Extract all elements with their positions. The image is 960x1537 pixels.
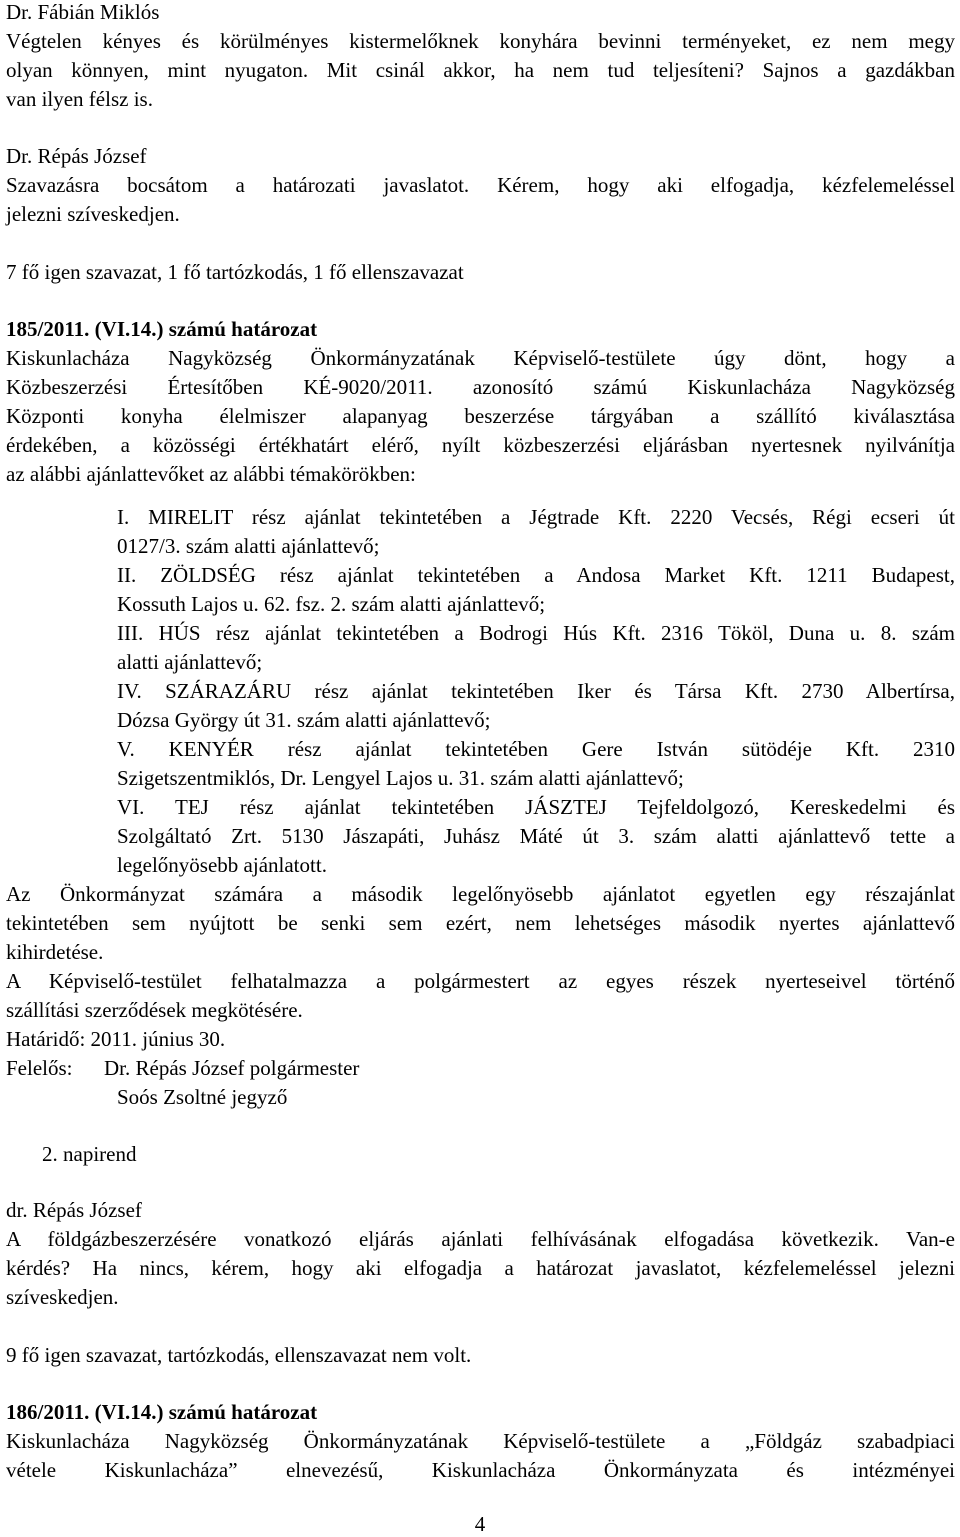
- responsible-row: [6, 1054, 955, 1083]
- paragraph-line: jelezni szíveskedjen.: [6, 202, 180, 226]
- agenda-item: 2. napirend: [42, 1142, 137, 1166]
- list-item: III. HÚS rész ajánlat tekintetében a Bodrogi Hús Kft. 2316 Tököl, Duna u. 8. szám: [117, 621, 955, 645]
- responsible-label: Felelős:: [6, 1056, 73, 1080]
- list-item: Dózsa György út 31. szám alatti ajánlattevő;: [117, 708, 491, 732]
- list-item: Szolgáltató Zrt. 5130 Jászapáti, Juhász Máté út 3. szám alatti ajánlattevő tette a: [117, 824, 955, 848]
- resolution-line: az alábbi ajánlattevőket az alábbi témakörökben:: [6, 462, 416, 486]
- paragraph-line: kérdés? Ha nincs, kérem, hogy aki elfogadja a határozat javaslatot, kézfelemeléssel jelezni: [6, 1256, 955, 1280]
- list-item: VI. TEJ rész ajánlat tekintetében JÁSZTEJ Tejfeldolgozó, Kereskedelmi és: [117, 795, 955, 819]
- deadline: Határidő: 2011. június 30.: [6, 1027, 226, 1051]
- list-item: I. MIRELIT rész ajánlat tekintetében a Jégtrade Kft. 2220 Vecsés, Régi ecseri út: [117, 505, 955, 529]
- speaker-name: Dr. Répás József: [6, 144, 147, 168]
- paragraph-line: kihirdetése.: [6, 940, 104, 964]
- resolution-line: Kiskunlacháza Nagyközség Önkormányzatának Képviselő-testülete a „Földgáz szabadpiaci: [6, 1429, 955, 1453]
- resolution-title: 185/2011. (VI.14.) számú határozat: [6, 317, 318, 341]
- resolution-line: Kiskunlacháza Nagyközség Önkormányzatának Képviselő-testülete úgy dönt, hogy a: [6, 346, 955, 370]
- resolution-line: Közbeszerzési Értesítőben KÉ-9020/2011. azonosító számú Kiskunlacháza Nagyközség: [6, 375, 955, 399]
- vote-result: 9 fő igen szavazat, tartózkodás, ellenszavazat nem volt.: [6, 1343, 472, 1367]
- list-item: Szigetszentmiklós, Dr. Lengyel Lajos u. 31. szám alatti ajánlattevő;: [117, 766, 684, 790]
- paragraph-line: tekintetében sem nyújtott be senki sem ezért, nem lehetséges második nyertes ajánlattevő: [6, 911, 955, 935]
- page-number: 4: [474, 1512, 486, 1536]
- resolution-title: 186/2011. (VI.14.) számú határozat: [6, 1400, 318, 1424]
- resolution-line: vétele Kiskunlacháza” elnevezésű, Kiskunlacháza Önkormányzata és intézményei: [6, 1458, 955, 1482]
- paragraph-line: Az Önkormányzat számára a második legelőnyösebb ajánlatot egyetlen egy részajánlat: [6, 882, 955, 906]
- paragraph-line: szíveskedjen.: [6, 1285, 119, 1309]
- paragraph-line: szállítási szerződések megkötésére.: [6, 998, 303, 1022]
- list-item: 0127/3. szám alatti ajánlattevő;: [117, 534, 380, 558]
- resolution-line: érdekében, a közösségi értékhatárt elérő, nyílt közbeszerzési eljárásban nyertesnek nyilvánítja: [6, 433, 955, 457]
- list-item: Kossuth Lajos u. 62. fsz. 2. szám alatti ajánlattevő;: [117, 592, 546, 616]
- paragraph-line: A Képviselő-testület felhatalmazza a polgármestert az egyes részek nyerteseivel történő: [6, 969, 955, 993]
- paragraph-line: A földgázbeszerzésére vonatkozó eljárás ajánlati felhívásának elfogadása következik. Van-e: [6, 1227, 955, 1251]
- speaker-name: Dr. Fábián Miklós: [6, 0, 160, 24]
- list-item: V. KENYÉR rész ajánlat tekintetében Gere István sütödéje Kft. 2310: [117, 737, 955, 761]
- list-item: II. ZÖLDSÉG rész ajánlat tekintetében a Andosa Market Kft. 1211 Budapest,: [117, 563, 955, 587]
- list-item: IV. SZÁRAZÁRU rész ajánlat tekintetében Iker és Társa Kft. 2730 Albertírsa,: [117, 679, 955, 703]
- list-item: legelőnyösebb ajánlatott.: [117, 853, 327, 877]
- resolution-line: Központi konyha élelmiszer alapanyag beszerzése tárgyában a szállító kiválasztása: [6, 404, 955, 428]
- responsible-person: Soós Zsoltné jegyző: [117, 1085, 288, 1109]
- paragraph-line: Szavazásra bocsátom a határozati javaslatot. Kérem, hogy aki elfogadja, kézfelemeléssel: [6, 173, 955, 197]
- speaker-name: dr. Répás József: [6, 1198, 142, 1222]
- paragraph-line: olyan könnyen, mint nyugaton. Mit csinál akkor, ha nem tud teljesíteni? Sajnos a gazdákban: [6, 58, 955, 82]
- paragraph-line: Végtelen kényes és körülményes kistermelőknek konyhára bevinni terményeket, ez nem megy: [6, 29, 955, 53]
- paragraph-line: van ilyen félsz is.: [6, 87, 153, 111]
- list-item: alatti ajánlattevő;: [117, 650, 263, 674]
- vote-result: 7 fő igen szavazat, 1 fő tartózkodás, 1 fő ellenszavazat: [6, 260, 464, 284]
- responsible-person: Dr. Répás József polgármester: [104, 1056, 360, 1080]
